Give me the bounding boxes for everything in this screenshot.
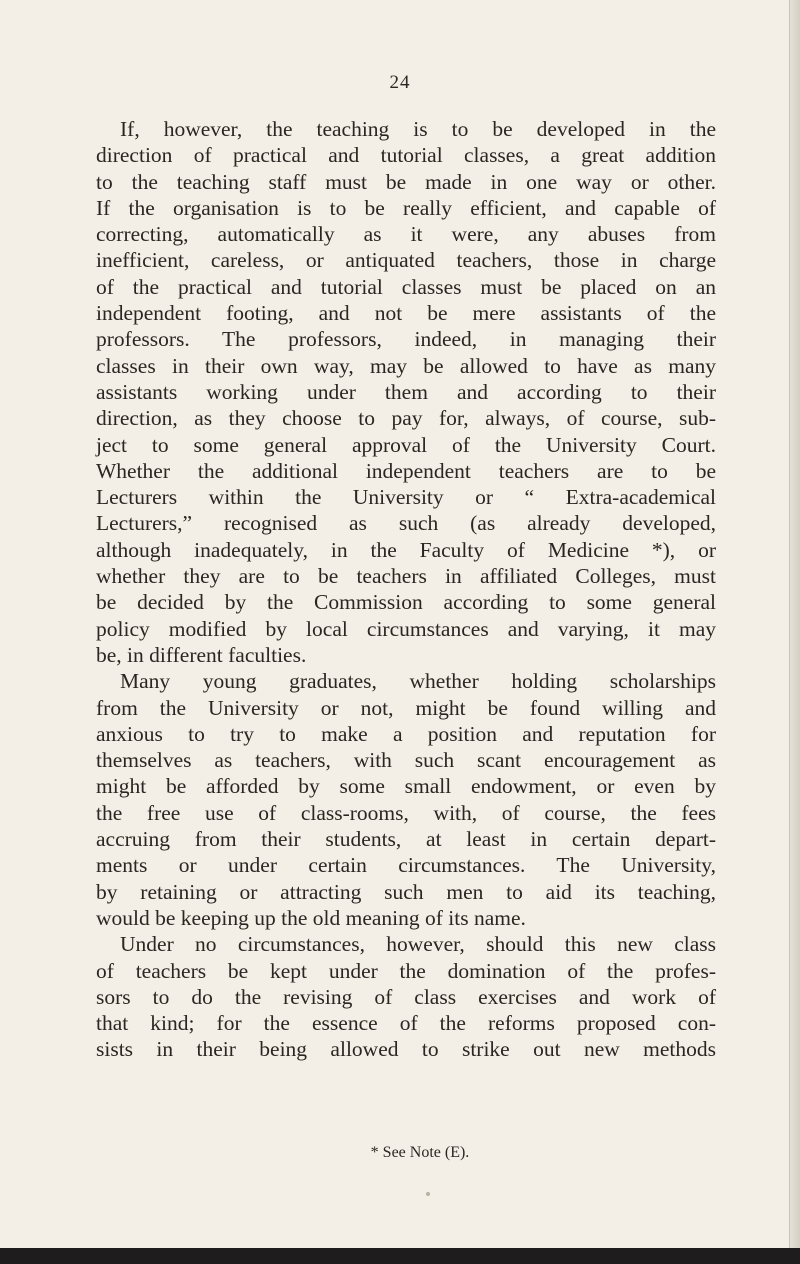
text-line: might be afforded by some small endowment, or even by (96, 774, 716, 799)
text-line: sors to do the revising of class exercises and work of (96, 984, 716, 1009)
text-line: If, however, the teaching is to be developed in the (120, 117, 716, 141)
text-line: direction of practical and tutorial classes, a great addition (96, 143, 716, 168)
text-line: direction, as they choose to pay for, always, of course, sub- (96, 406, 716, 431)
text-line: by retaining or attracting such men to aid its teaching, (96, 879, 716, 904)
paper-speck (426, 1192, 430, 1196)
text-line: be decided by the Commission according to some general (96, 590, 716, 615)
text-line: correcting, automatically as it were, any abuses from (96, 222, 716, 247)
text-line: themselves as teachers, with such scant encouragement as (96, 748, 716, 773)
text-line: classes in their own way, may be allowed to have as many (96, 353, 716, 378)
text-line: Under no circumstances, however, should this new class (120, 932, 716, 957)
footnote: * See Note (E). (370, 1144, 470, 1161)
text-line: Lecturers,” recognised as such (as already developed, (96, 511, 716, 536)
text-line: ject to some general approval of the University Court. (96, 432, 716, 457)
text-line: accruing from their students, at least in certain depart- (96, 827, 716, 852)
text-line: of teachers be kept under the domination of the profes- (96, 958, 716, 983)
scan-border (0, 1248, 800, 1264)
text-line: would be keeping up the old meaning of its name. (96, 905, 526, 930)
text-line: anxious to try to make a position and reputation for (96, 721, 716, 746)
page-number: 24 (389, 72, 411, 93)
text-line: although inadequately, in the Faculty of Medicine *), or (96, 537, 716, 562)
text-line: of the practical and tutorial classes must be placed on an (96, 274, 716, 299)
text-line: from the University or not, might be found willing and (96, 695, 716, 720)
text-line: Lecturers within the University or “ Extra-academical (96, 485, 716, 510)
body-text (96, 116, 716, 1063)
text-line: inefficient, careless, or antiquated teachers, those in charge (96, 248, 716, 273)
text-line: that kind; for the essence of the reforms proposed con- (96, 1011, 716, 1036)
text-line: ments or under certain circumstances. The University, (96, 853, 716, 878)
text-line: whether they are to be teachers in affiliated Colleges, must (96, 564, 716, 589)
text-line: policy modified by local circumstances and varying, it may (96, 616, 716, 641)
text-line: be, in different faculties. (96, 642, 307, 667)
text-line: assistants working under them and according to their (96, 379, 716, 404)
text-line: If the organisation is to be really efficient, and capable of (96, 195, 716, 220)
text-line: professors. The professors, indeed, in managing their (96, 327, 716, 352)
text-line: independent footing, and not be mere assistants of the (96, 301, 716, 326)
text-line: Many young graduates, whether holding scholarships (120, 669, 716, 694)
page-edge (789, 0, 800, 1264)
text-line: the free use of class-rooms, with, of course, the fees (96, 800, 716, 825)
text-line: to the teaching staff must be made in one way or other. (96, 169, 716, 194)
text-line: Whether the additional independent teachers are to be (96, 458, 716, 483)
text-line: sists in their being allowed to strike out new methods (96, 1037, 716, 1062)
